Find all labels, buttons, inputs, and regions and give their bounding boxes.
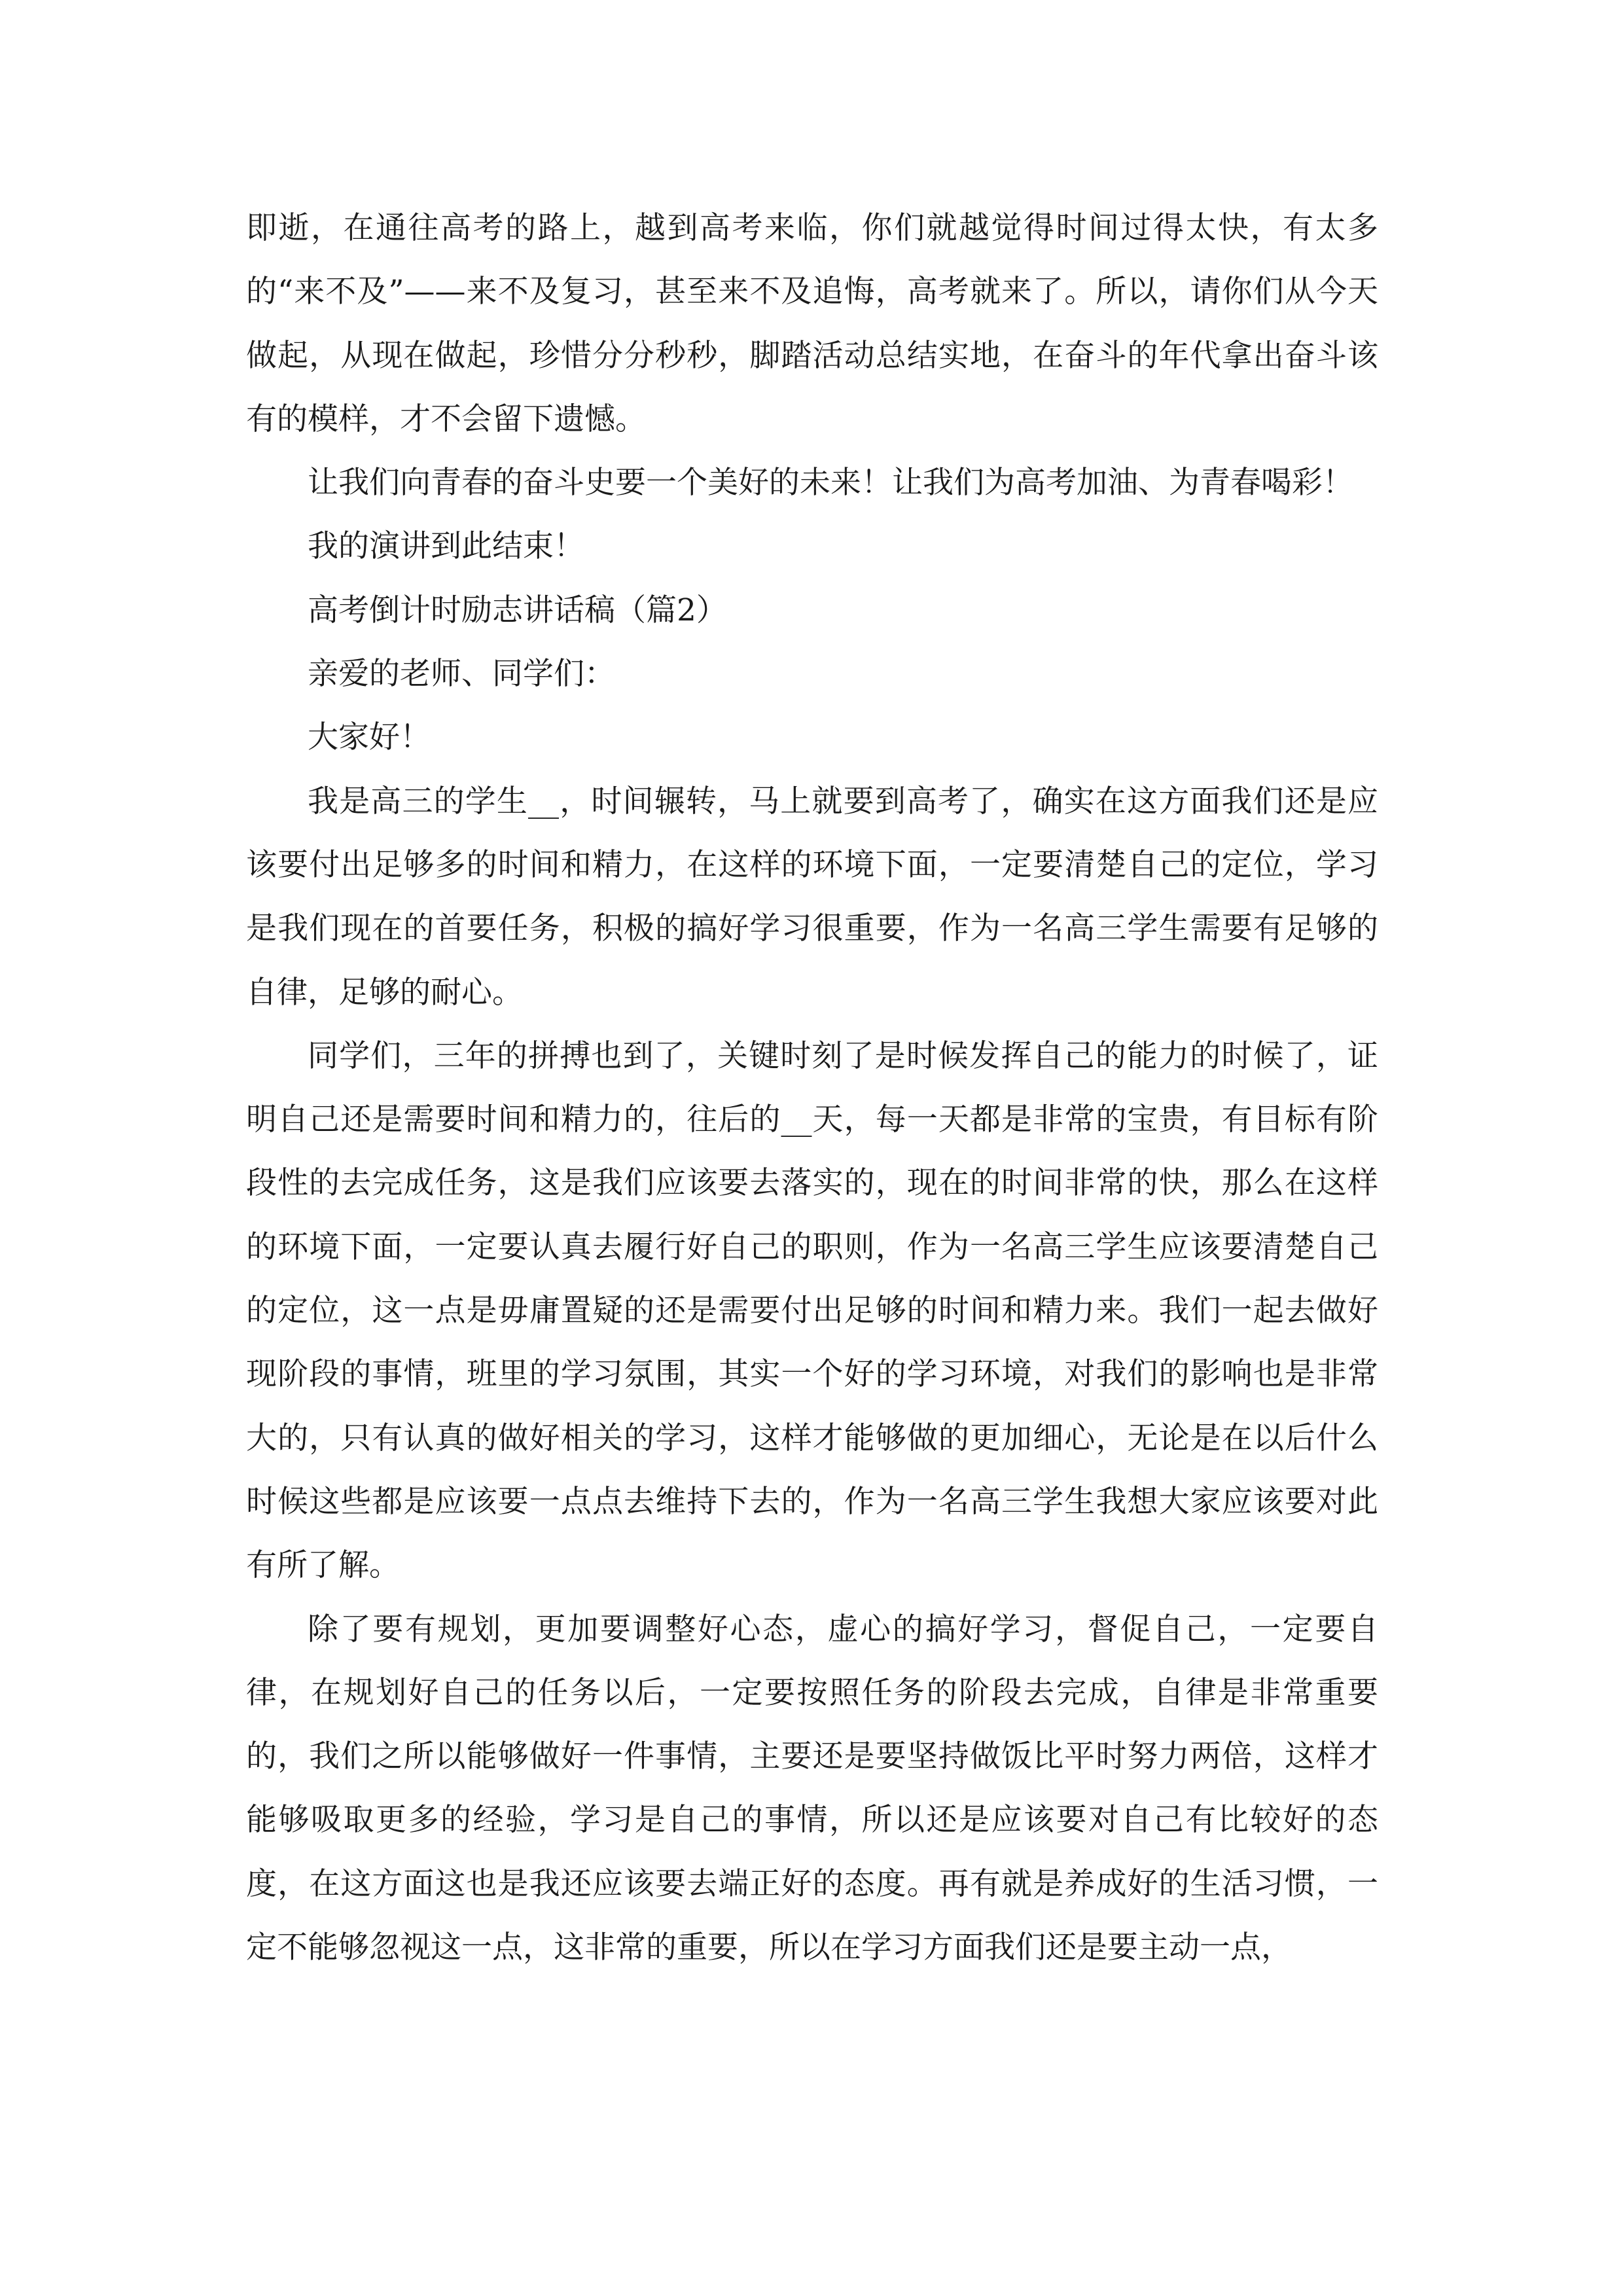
paragraph-speech-end: 我的演讲到此结束！ — [308, 528, 584, 565]
paragraph-continuation: 即逝，在通往高考的路上，越到高考来临，你们就越觉得时间过得太快，有太多的“来不及”——来不及复习，甚至来不及追悔，高考就来了。所以，请你们从今天做起，从现在做起，珍惜分分秒秒，脚踏活动总结实地，在奋斗的年代拿出奋斗该有的模样，才不会留下遗憾。 — [246, 210, 1378, 437]
paragraph-classmates: 同学们，三年的拼搏也到了，关键时刻了是时候发挥自己的能力的时候了，证明自己还是需要时间和精力的，往后的__天，每一天都是非常的宝贵，有目标有阶段性的去完成任务，这是我们应该要去落实的，现在的时间非常的快，那么在这样的环境下面，一定要认真去履行好自己的职则，作为一名高三学生应该要清楚自己的定位，这一点是毋庸置疑的还是需要付出足够的时间和精力来。我们一起去做好现阶段的事情，班里的学习氛围，其实一个好的学习环境，对我们的影响也是非常大的，只有认真的做好相关的学习，这样才能够做的更加细心，无论是在以后什么时候这些都是应该要一点点去维持下去的，作为一名高三学生我想大家应该要对此有所了解。 — [246, 1037, 1378, 1584]
section-title: 高考倒计时励志讲话稿（篇2） — [308, 592, 727, 628]
paragraph-closing-cheer: 让我们向青春的奋斗史要一个美好的未来！让我们为高考加油、为青春喝彩！ — [308, 465, 1353, 501]
paragraph-planning: 除了要有规划，更加要调整好心态，虚心的搞好学习，督促自己，一定要自律，在规划好自己的任务以后，一定要按照任务的阶段去完成，自律是非常重要的，我们之所以能够做好一件事情，主要还是要坚持做饭比平时努力两倍，这样才能够吸取更多的经验，学习是自己的事情，所以还是应该要对自己有比较好的态度，在这方面这也是我还应该要去端正好的态度。再有就是养成好的生活习惯，一定不能够忽视这一点，这非常的重要，所以在学习方面我们还是要主动一点， — [246, 1611, 1378, 1966]
paragraph-intro: 我是高三的学生__，时间辗转，马上就要到高考了，确实在这方面我们还是应该要付出足够多的时间和精力，在这样的环境下面，一定要清楚自己的定位，学习是我们现在的首要任务，积极的搞好学习很重要，作为一名高三学生需要有足够的自律，足够的耐心。 — [246, 783, 1378, 1011]
salutation: 亲爱的老师、同学们： — [308, 656, 615, 692]
body-text — [246, 196, 1378, 1979]
greeting: 大家好！ — [308, 719, 431, 756]
